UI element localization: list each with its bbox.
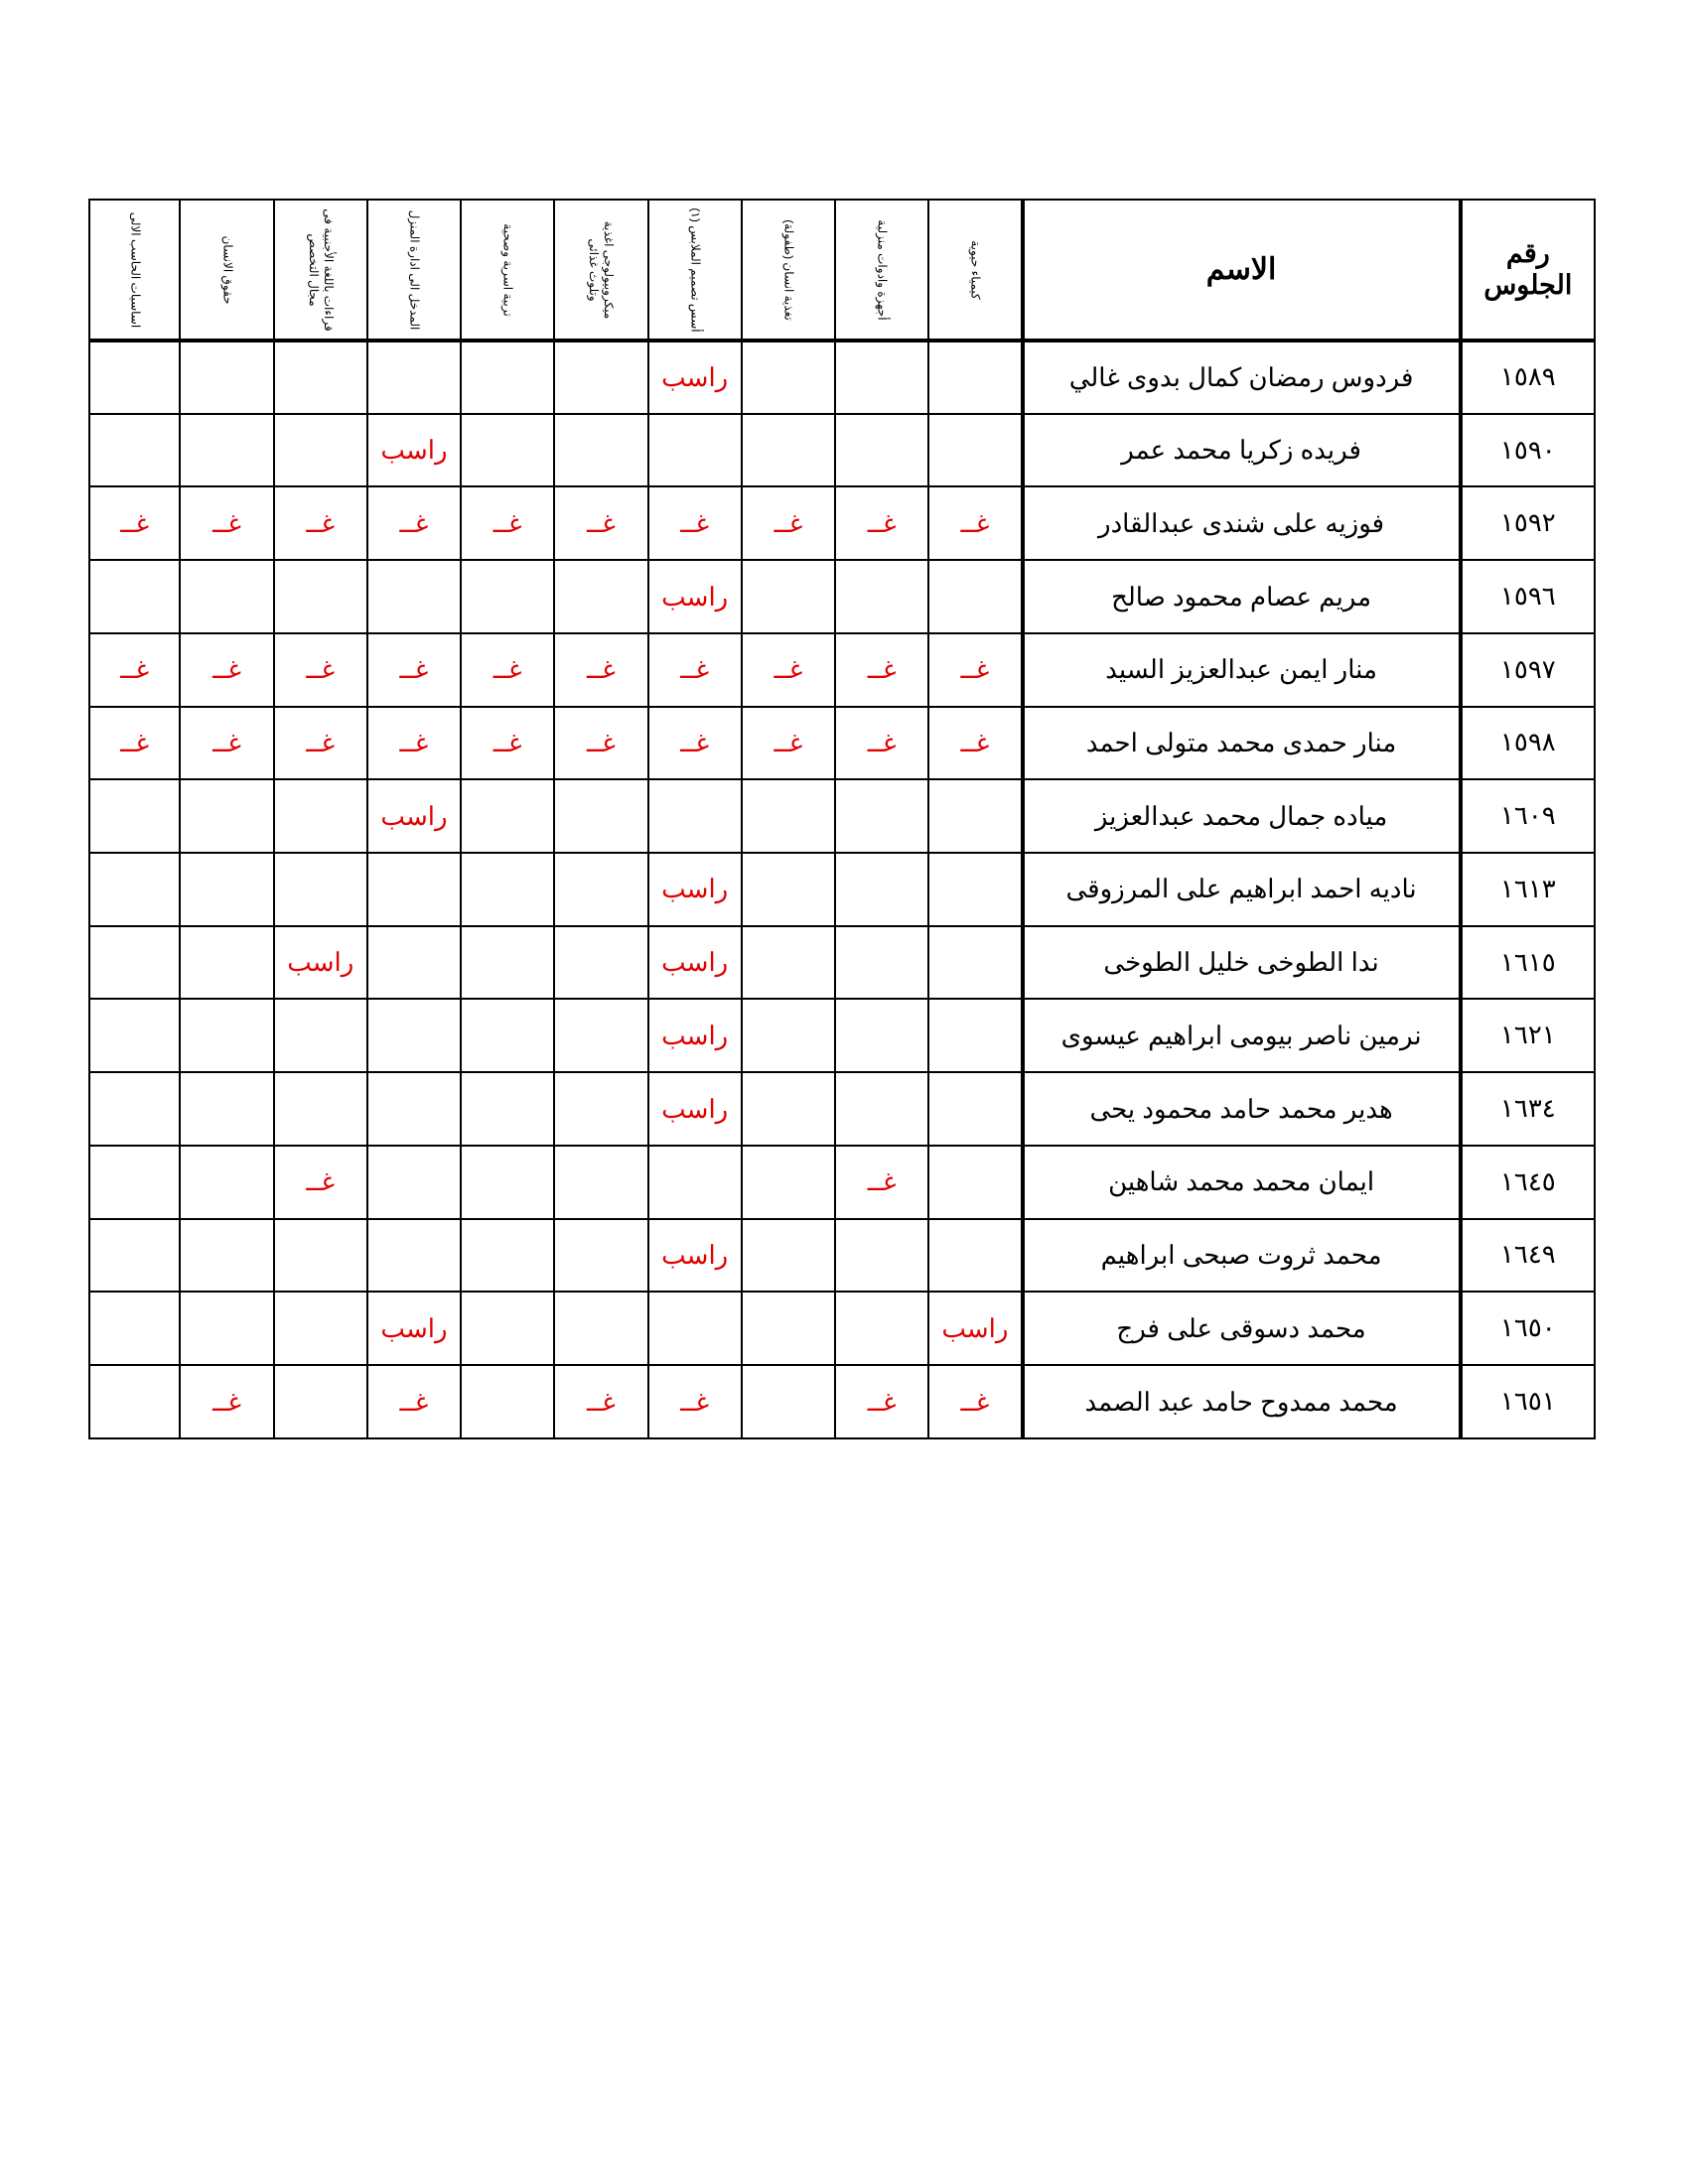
result-cell: [835, 414, 928, 487]
result-cell: غــ: [274, 1146, 367, 1219]
result-cell: [554, 560, 647, 633]
result-cell: [89, 1072, 180, 1146]
result-cell: غــ: [835, 486, 928, 560]
student-name-cell: مياده جمال محمد عبدالعزيز: [1023, 779, 1461, 853]
subject-header-label: المدخل الى ادارة المنزل: [407, 209, 422, 330]
subject-header-label: قراءات باللغة الأجنبية فى مجال التخصص: [306, 207, 336, 332]
result-cell: [835, 560, 928, 633]
result-cell: غــ: [648, 1365, 742, 1438]
result-cell: [461, 1292, 554, 1365]
subject-header: [367, 200, 461, 341]
seat-number-cell: ١٦٥٠: [1461, 1292, 1595, 1365]
result-cell: [835, 999, 928, 1072]
result-cell: [180, 926, 273, 1000]
result-cell: [180, 560, 273, 633]
result-cell: [367, 853, 461, 926]
result-cell: [742, 1219, 835, 1293]
subject-header: [554, 200, 647, 341]
result-cell: غــ: [274, 633, 367, 707]
result-cell: غــ: [367, 486, 461, 560]
result-cell: [180, 779, 273, 853]
student-name-cell: ايمان محمد محمد شاهين: [1023, 1146, 1461, 1219]
seat-number-cell: ١٥٩٢: [1461, 486, 1595, 560]
result-cell: [648, 779, 742, 853]
result-cell: [742, 1146, 835, 1219]
result-cell: غــ: [554, 633, 647, 707]
student-name-cell: هدير محمد حامد محمود يحى: [1023, 1072, 1461, 1146]
subject-header: [180, 200, 273, 341]
seat-number-cell: ١٦١٣: [1461, 853, 1595, 926]
result-cell: [554, 1219, 647, 1293]
header-row: [89, 200, 1595, 341]
result-cell: راسب: [648, 341, 742, 414]
result-cell: غــ: [835, 707, 928, 780]
result-cell: غــ: [928, 633, 1022, 707]
result-cell: [742, 414, 835, 487]
student-name-cell: مريم عصام محمود صالح: [1023, 560, 1461, 633]
result-cell: [742, 779, 835, 853]
result-cell: غــ: [89, 633, 180, 707]
result-cell: [554, 1146, 647, 1219]
result-cell: [89, 853, 180, 926]
result-cell: [461, 853, 554, 926]
result-cell: [89, 926, 180, 1000]
result-cell: غــ: [180, 707, 273, 780]
result-cell: راسب: [367, 1292, 461, 1365]
result-cell: [928, 414, 1022, 487]
student-name-cell: ندا الطوخى خليل الطوخى: [1023, 926, 1461, 1000]
table-row: [89, 999, 1595, 1072]
result-cell: [180, 999, 273, 1072]
student-name-cell: محمد دسوقى على فرج: [1023, 1292, 1461, 1365]
result-cell: راسب: [274, 926, 367, 1000]
result-cell: راسب: [648, 853, 742, 926]
subject-header-label: تربية اسرية وصحية: [500, 222, 515, 317]
result-cell: راسب: [648, 1072, 742, 1146]
table-row: [89, 926, 1595, 1000]
subject-header: [742, 200, 835, 341]
result-cell: [554, 1072, 647, 1146]
result-cell: [461, 1072, 554, 1146]
subject-header-label: تغذية انسان (طفولة): [781, 218, 796, 321]
result-cell: [180, 341, 273, 414]
result-cell: [461, 779, 554, 853]
result-cell: غــ: [274, 707, 367, 780]
result-cell: [274, 853, 367, 926]
seat-number-cell: ١٥٩٦: [1461, 560, 1595, 633]
table-row: [89, 633, 1595, 707]
table-row: [89, 707, 1595, 780]
result-cell: [89, 1365, 180, 1438]
result-cell: [367, 341, 461, 414]
result-cell: [274, 414, 367, 487]
result-cell: غــ: [835, 1146, 928, 1219]
subject-header: [928, 200, 1022, 341]
result-cell: غــ: [89, 486, 180, 560]
result-cell: راسب: [648, 560, 742, 633]
result-cell: [89, 1292, 180, 1365]
result-cell: [835, 853, 928, 926]
seat-number-cell: ١٦٥١: [1461, 1365, 1595, 1438]
result-cell: [89, 779, 180, 853]
student-name-cell: نرمين ناصر بيومى ابراهيم عيسوى: [1023, 999, 1461, 1072]
table-row: [89, 486, 1595, 560]
result-cell: [367, 1072, 461, 1146]
result-cell: [742, 926, 835, 1000]
table-row: [89, 341, 1595, 414]
result-cell: [554, 926, 647, 1000]
result-cell: [554, 1292, 647, 1365]
result-cell: [742, 853, 835, 926]
result-cell: [180, 414, 273, 487]
subject-header-label: أسس تصميم الملابس (١): [688, 206, 703, 333]
result-cell: [835, 1072, 928, 1146]
result-cell: [554, 853, 647, 926]
result-cell: [367, 560, 461, 633]
student-name-cell: ناديه احمد ابراهيم على المرزوقى: [1023, 853, 1461, 926]
table-row: [89, 414, 1595, 487]
results-table: [88, 199, 1596, 1439]
result-cell: غــ: [180, 1365, 273, 1438]
result-cell: غــ: [461, 707, 554, 780]
result-cell: راسب: [648, 1219, 742, 1293]
table-row: [89, 1072, 1595, 1146]
result-cell: [180, 1219, 273, 1293]
table-row: [89, 853, 1595, 926]
result-cell: [367, 1146, 461, 1219]
seat-number-cell: ١٦٢١: [1461, 999, 1595, 1072]
result-cell: غــ: [461, 486, 554, 560]
result-cell: [554, 999, 647, 1072]
result-cell: غــ: [367, 707, 461, 780]
result-cell: غــ: [89, 707, 180, 780]
result-cell: [180, 853, 273, 926]
table-row: [89, 1292, 1595, 1365]
result-cell: [461, 341, 554, 414]
result-cell: [180, 1146, 273, 1219]
result-cell: [367, 926, 461, 1000]
result-cell: [274, 1365, 367, 1438]
result-cell: غــ: [180, 486, 273, 560]
result-cell: [742, 1365, 835, 1438]
result-cell: [928, 853, 1022, 926]
result-cell: [928, 1146, 1022, 1219]
result-cell: [461, 414, 554, 487]
student-name-cell: منار حمدى محمد متولى احمد: [1023, 707, 1461, 780]
result-cell: [461, 999, 554, 1072]
result-cell: غــ: [648, 486, 742, 560]
subject-header: [835, 200, 928, 341]
result-cell: غــ: [835, 1365, 928, 1438]
result-cell: [928, 1072, 1022, 1146]
result-cell: [928, 560, 1022, 633]
result-cell: غــ: [928, 1365, 1022, 1438]
result-cell: [274, 779, 367, 853]
result-cell: [461, 1365, 554, 1438]
result-cell: [928, 341, 1022, 414]
result-cell: [461, 1146, 554, 1219]
subject-header-label: اساسيات الحاسب الالى: [128, 211, 143, 328]
result-cell: غــ: [648, 633, 742, 707]
result-cell: غــ: [742, 486, 835, 560]
result-cell: [835, 926, 928, 1000]
result-cell: غــ: [648, 707, 742, 780]
student-name-cell: محمد ممدوح حامد عبد الصمد: [1023, 1365, 1461, 1438]
result-cell: [274, 999, 367, 1072]
student-name-cell: فردوس رمضان كمال بدوى غالي: [1023, 341, 1461, 414]
seat-number-cell: ١٥٩٨: [1461, 707, 1595, 780]
result-cell: [367, 999, 461, 1072]
result-cell: [742, 341, 835, 414]
result-cell: [554, 779, 647, 853]
result-cell: [742, 1072, 835, 1146]
subject-header: [461, 200, 554, 341]
result-cell: غــ: [554, 486, 647, 560]
name-header: الاسم: [1023, 200, 1461, 341]
seat-number-cell: ١٥٨٩: [1461, 341, 1595, 414]
seat-number-header-label: رقم الجلوس: [1483, 238, 1573, 300]
seat-number-cell: ١٦١٥: [1461, 926, 1595, 1000]
result-cell: [89, 999, 180, 1072]
table-row: [89, 1146, 1595, 1219]
result-cell: [554, 341, 647, 414]
table-row: [89, 560, 1595, 633]
result-cell: [89, 414, 180, 487]
subject-header-label: ميكروبيولوجى اغذية وتلوث غذائى: [587, 220, 617, 319]
seat-number-cell: ١٥٩٧: [1461, 633, 1595, 707]
result-cell: [742, 999, 835, 1072]
seat-number-cell: ١٦٠٩: [1461, 779, 1595, 853]
result-cell: [89, 341, 180, 414]
table-body: [89, 341, 1595, 1438]
subject-header-label: كيمياء حيوية: [968, 239, 983, 300]
result-cell: راسب: [367, 414, 461, 487]
result-cell: [274, 560, 367, 633]
result-cell: [461, 1219, 554, 1293]
result-cell: راسب: [928, 1292, 1022, 1365]
result-cell: [274, 1292, 367, 1365]
seat-number-cell: ١٦٤٥: [1461, 1146, 1595, 1219]
result-cell: [461, 926, 554, 1000]
student-name-cell: فريده زكريا محمد عمر: [1023, 414, 1461, 487]
seat-number-cell: ١٦٣٤: [1461, 1072, 1595, 1146]
result-cell: [928, 779, 1022, 853]
subject-header: [648, 200, 742, 341]
seat-number-cell: ١٦٤٩: [1461, 1219, 1595, 1293]
result-cell: غــ: [742, 633, 835, 707]
result-cell: [89, 1146, 180, 1219]
result-cell: [835, 1219, 928, 1293]
seat-number-header: [1461, 200, 1595, 341]
result-cell: [928, 926, 1022, 1000]
student-name-cell: منار ايمن عبدالعزيز السيد: [1023, 633, 1461, 707]
result-cell: غــ: [835, 633, 928, 707]
result-cell: [648, 1146, 742, 1219]
result-cell: [648, 414, 742, 487]
student-name-cell: فوزيه على شندى عبدالقادر: [1023, 486, 1461, 560]
result-cell: غــ: [928, 486, 1022, 560]
result-cell: [742, 560, 835, 633]
result-cell: [928, 1219, 1022, 1293]
result-cell: [648, 1292, 742, 1365]
result-cell: [554, 414, 647, 487]
result-cell: راسب: [367, 779, 461, 853]
subject-header-label: أجهزة وادوات منزلية: [875, 218, 890, 321]
result-cell: غــ: [367, 1365, 461, 1438]
result-cell: [835, 1292, 928, 1365]
result-cell: [180, 1072, 273, 1146]
result-cell: راسب: [648, 926, 742, 1000]
result-cell: غــ: [742, 707, 835, 780]
result-cell: غــ: [367, 633, 461, 707]
result-cell: غــ: [180, 633, 273, 707]
subject-header-label: حقوق الانسان: [220, 234, 234, 305]
result-cell: [461, 560, 554, 633]
seat-number-cell: ١٥٩٠: [1461, 414, 1595, 487]
student-name-cell: محمد ثروت صبحى ابراهيم: [1023, 1219, 1461, 1293]
result-cell: غــ: [554, 707, 647, 780]
result-cell: [274, 1072, 367, 1146]
result-cell: [89, 1219, 180, 1293]
result-cell: غــ: [461, 633, 554, 707]
result-cell: [835, 341, 928, 414]
table-row: [89, 1219, 1595, 1293]
result-cell: [835, 779, 928, 853]
result-cell: [928, 999, 1022, 1072]
result-cell: غــ: [554, 1365, 647, 1438]
result-cell: [367, 1219, 461, 1293]
result-cell: [89, 560, 180, 633]
result-cell: [274, 1219, 367, 1293]
result-cell: غــ: [274, 486, 367, 560]
result-cell: راسب: [648, 999, 742, 1072]
table-row: [89, 779, 1595, 853]
table-row: [89, 1365, 1595, 1438]
subject-header: [89, 200, 180, 341]
result-cell: غــ: [928, 707, 1022, 780]
result-cell: [180, 1292, 273, 1365]
result-cell: [742, 1292, 835, 1365]
result-cell: [274, 341, 367, 414]
subject-header: [274, 200, 367, 341]
